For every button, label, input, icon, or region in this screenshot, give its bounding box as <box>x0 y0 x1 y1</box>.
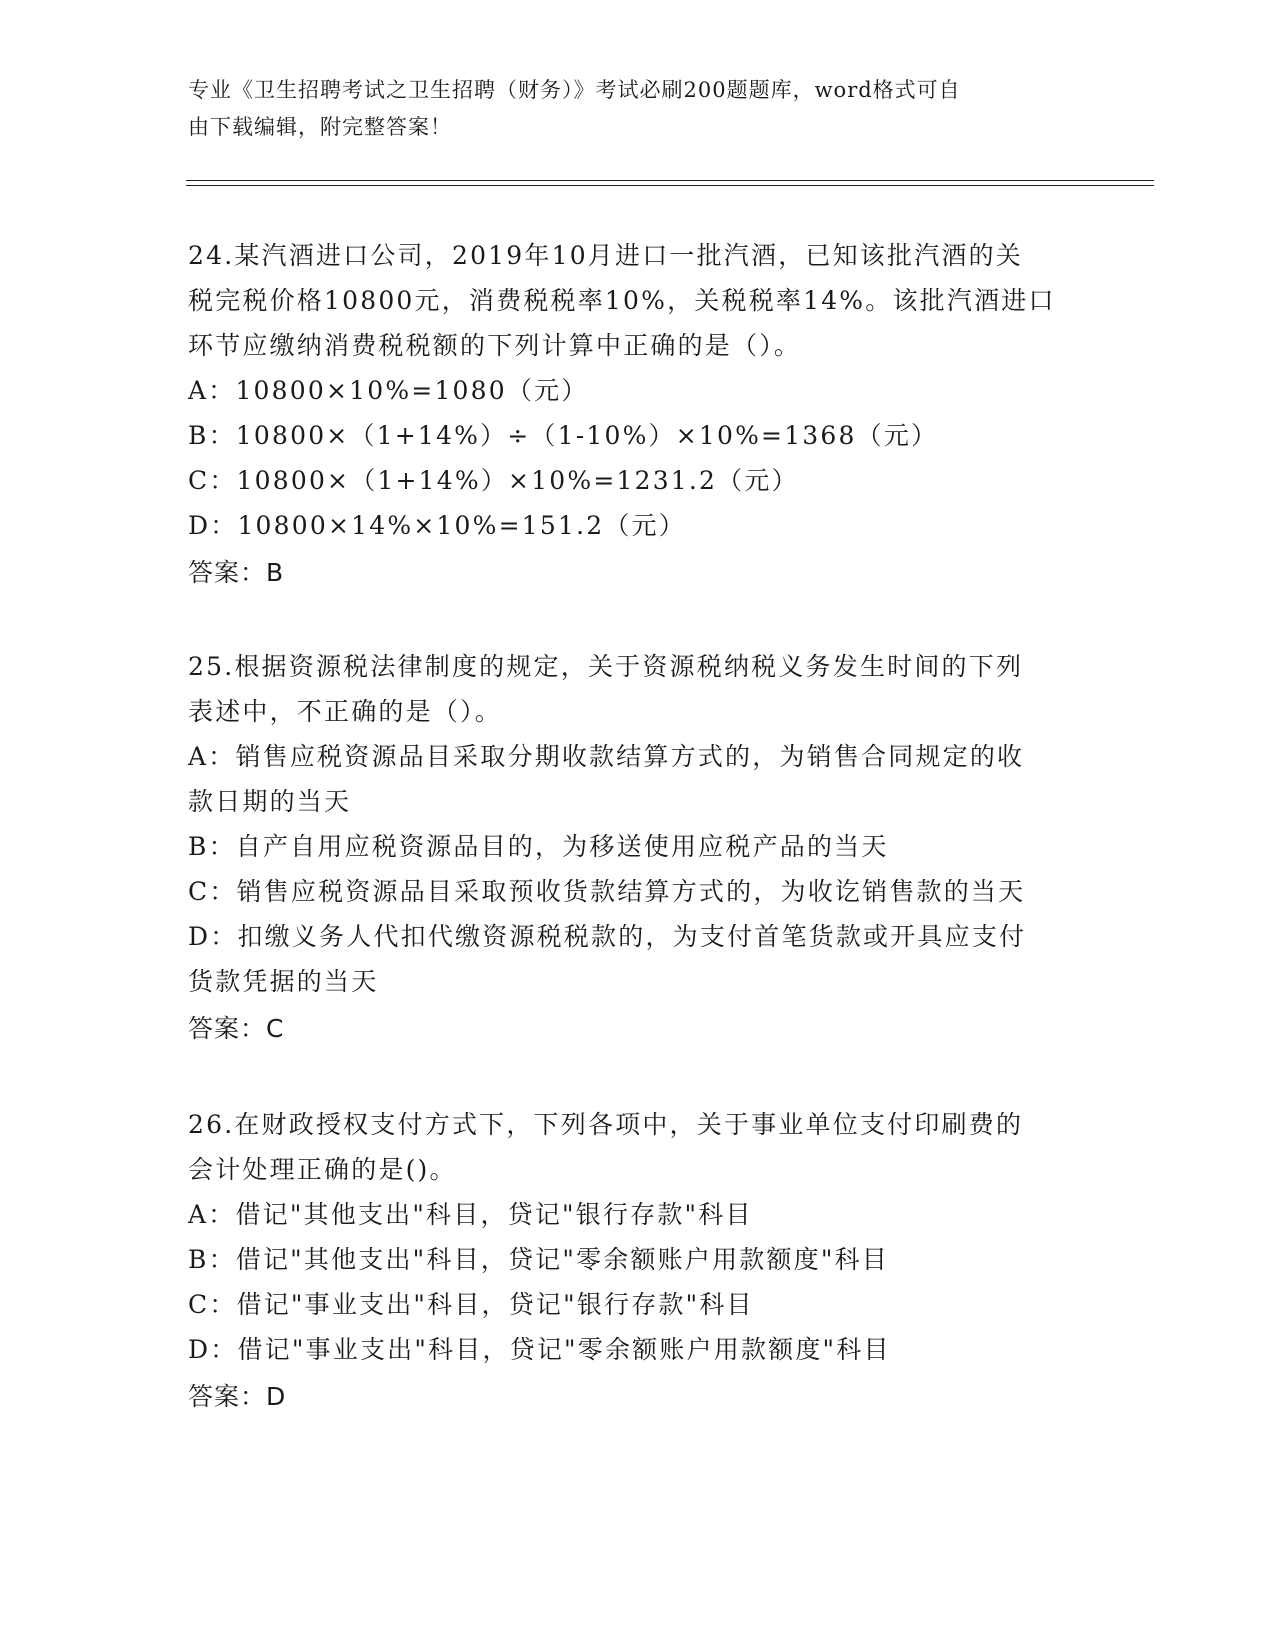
option-d-continued: 货款凭据的当天 <box>188 967 379 996</box>
option-d: D：借记"事业支出"科目，贷记"零余额账户用款额度"科目 <box>188 1335 891 1364</box>
question-stem: 24.某汽酒进口公司，2019年10月进口一批汽酒，已知该批汽酒的关 <box>188 241 1023 270</box>
option-a: A：销售应税资源品目采取分期收款结算方式的，为销售合同规定的收 <box>188 742 1025 771</box>
question-stem: 税完税价格10800元，消费税税率10%，关税税率14%。该批汽酒进口 <box>188 286 1056 315</box>
option-a-continued: 款日期的当天 <box>188 787 352 816</box>
question-26 <box>188 1102 1088 1419</box>
option-a: A：10800×10%=1080（元） <box>188 376 589 405</box>
header-rule-top <box>186 180 1154 181</box>
question-stem: 26.在财政授权支付方式下，下列各项中，关于事业单位支付印刷费的 <box>188 1110 1024 1139</box>
answer: 答案：B <box>188 558 285 587</box>
option-c: C：借记"事业支出"科目，贷记"银行存款"科目 <box>188 1290 754 1319</box>
option-c: C：10800×（1+14%）×10%=1231.2（元） <box>188 466 799 495</box>
question-stem: 环节应缴纳消费税税额的下列计算中正确的是（）。 <box>188 331 802 360</box>
option-c: C：销售应税资源品目采取预收货款结算方式的，为收讫销售款的当天 <box>188 877 1026 906</box>
option-b: B：自产自用应税资源品目的，为移送使用应税产品的当天 <box>188 832 889 861</box>
option-d: D：10800×14%×10%=151.2（元） <box>188 511 686 540</box>
question-25 <box>188 644 1088 1051</box>
option-d: D：扣缴义务人代扣代缴资源税税款的，为支付首笔货款或开具应支付 <box>188 922 1027 951</box>
option-a: A：借记"其他支出"科目，贷记"银行存款"科目 <box>188 1200 753 1229</box>
header-rule-bottom <box>186 185 1154 186</box>
question-stem: 25.根据资源税法律制度的规定，关于资源税纳税义务发生时间的下列 <box>188 652 1024 681</box>
question-24 <box>188 233 1088 595</box>
answer: 答案：D <box>188 1382 287 1411</box>
option-b: B：借记"其他支出"科目，贷记"零余额账户用款额度"科目 <box>188 1245 889 1274</box>
answer: 答案：C <box>188 1014 285 1043</box>
question-stem: 会计处理正确的是()。 <box>188 1155 457 1184</box>
header-line-2: 由下载编辑，附完整答案！ <box>188 115 452 139</box>
document-header <box>188 72 1068 146</box>
option-b: B：10800×（1+14%）÷（1-10%）×10%=1368（元） <box>188 421 939 450</box>
header-line-1: 专业《卫生招聘考试之卫生招聘（财务）》考试必刷200题题库，word格式可自 <box>188 78 961 102</box>
question-stem: 表述中，不正确的是（）。 <box>188 697 502 726</box>
